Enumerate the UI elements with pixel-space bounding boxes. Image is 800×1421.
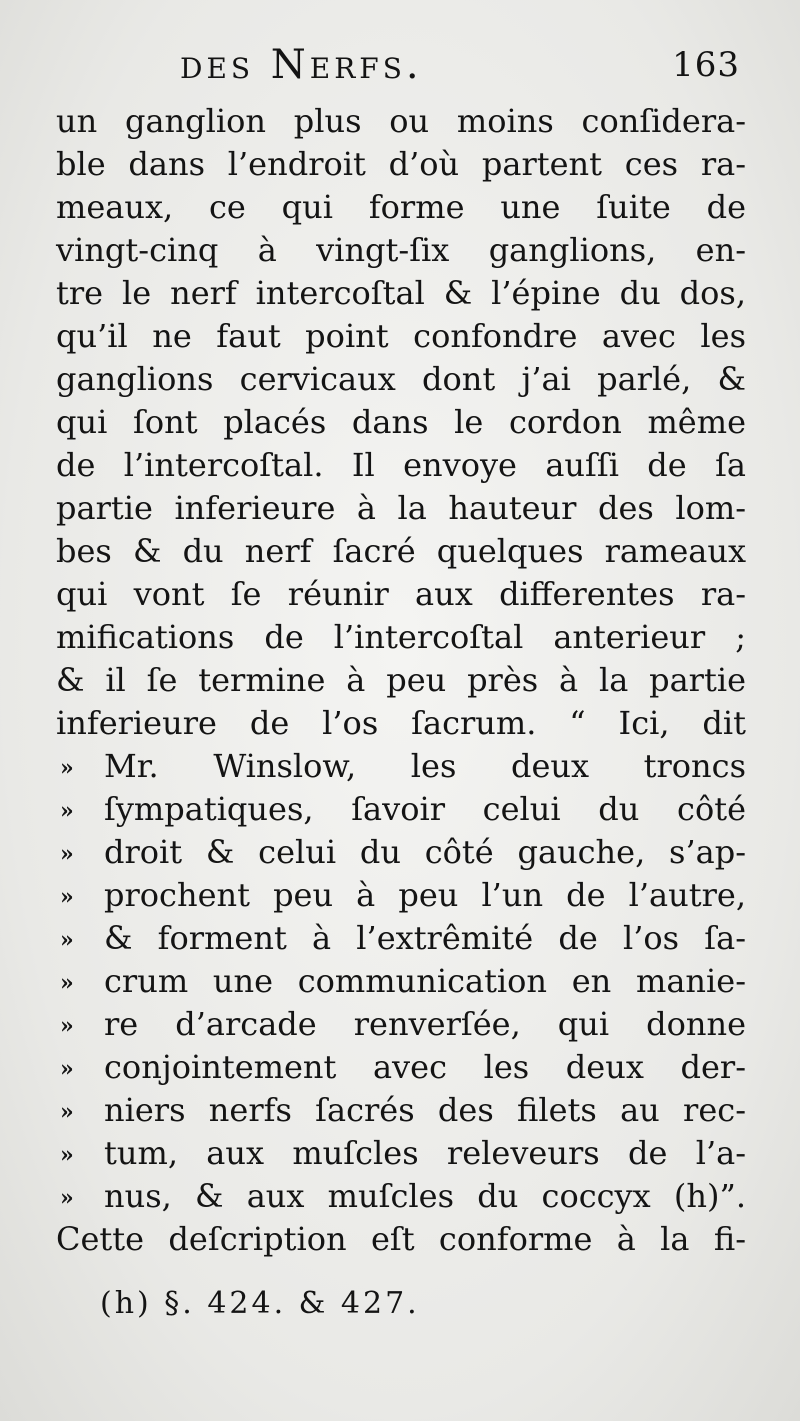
line-text: nus, & aux muſcles du coccyx (h)”. xyxy=(104,1177,746,1215)
text-line xyxy=(56,1046,746,1089)
text-line xyxy=(56,831,746,874)
text-line xyxy=(56,1218,746,1261)
text-line xyxy=(56,659,746,702)
quote-mark: » xyxy=(60,1099,74,1125)
quote-mark: » xyxy=(60,1056,74,1082)
line-text: prochent peu à peu l’un de l’autre, xyxy=(104,876,746,914)
line-text: tum, aux muſcles releveurs de l’a- xyxy=(104,1134,746,1172)
line-text: tre le nerf intercoſtal & l’épine du dos, xyxy=(56,274,746,312)
text-line xyxy=(56,1003,746,1046)
line-text: de l’intercoſtal. Il envoye auſſi de ſa xyxy=(56,446,746,484)
line-text: ſympatiques, ſavoir celui du côté xyxy=(104,790,746,828)
line-text: & forment à l’extrêmité de l’os ſa- xyxy=(104,919,746,957)
line-text: meaux, ce qui forme une ſuite de xyxy=(56,188,746,226)
quote-mark: » xyxy=(60,798,74,824)
text-line xyxy=(56,100,746,143)
quote-mark: » xyxy=(60,970,74,996)
footnote: (h) §. 424. & 427. xyxy=(100,1286,420,1321)
text-line xyxy=(56,616,746,659)
quote-mark: » xyxy=(60,1185,74,1211)
text-line xyxy=(56,1132,746,1175)
line-text: vingt-cinq à vingt-ſix ganglions, en- xyxy=(56,231,746,269)
line-text: qui ſont placés dans le cordon même xyxy=(56,403,746,441)
line-text: mifications de l’intercoſtal anterieur ; xyxy=(56,618,746,656)
line-text: inferieure de l’os ſacrum. “ Ici, dit xyxy=(56,704,746,742)
text-line xyxy=(56,917,746,960)
line-text: qui vont ſe réunir aux differentes ra- xyxy=(56,575,746,613)
line-text: droit & celui du côté gauche, s’ap- xyxy=(104,833,746,871)
text-line xyxy=(56,186,746,229)
body-text xyxy=(56,100,746,1261)
line-text: bes & du nerf ſacré quelques rameaux xyxy=(56,532,746,570)
text-line xyxy=(56,143,746,186)
quote-mark: » xyxy=(60,1013,74,1039)
quote-mark: » xyxy=(60,841,74,867)
text-line xyxy=(56,874,746,917)
text-line xyxy=(56,315,746,358)
line-text: Mr. Winslow, les deux troncs xyxy=(104,747,746,785)
quote-mark: » xyxy=(60,927,74,953)
text-line xyxy=(56,487,746,530)
quote-mark: » xyxy=(60,755,74,781)
line-text: re d’arcade renverſée, qui donne xyxy=(104,1005,746,1043)
line-text: conjointement avec les deux der- xyxy=(104,1048,746,1086)
text-line xyxy=(56,960,746,1003)
line-text: qu’il ne faut point confondre avec les xyxy=(56,317,746,355)
text-line xyxy=(56,229,746,272)
running-head xyxy=(180,40,740,90)
quote-mark: » xyxy=(60,884,74,910)
text-line xyxy=(56,444,746,487)
text-line xyxy=(56,745,746,788)
line-text: ganglions cervicaux dont j’ai parlé, & xyxy=(56,360,746,398)
line-text: crum une communication en manie- xyxy=(104,962,746,1000)
text-line xyxy=(56,573,746,616)
text-line xyxy=(56,702,746,745)
line-text: Cette deſcription eſt conforme à la fi- xyxy=(56,1220,746,1258)
text-line xyxy=(56,272,746,315)
text-line xyxy=(56,1175,746,1218)
line-text: ble dans l’endroit d’où partent ces ra- xyxy=(56,145,746,183)
running-head-title: des Nerfs. xyxy=(180,42,423,88)
line-text: un ganglion plus ou moins conſidera- xyxy=(56,102,746,140)
text-line xyxy=(56,530,746,573)
text-line xyxy=(56,358,746,401)
line-text: niers nerfs ſacrés des filets au rec- xyxy=(104,1091,746,1129)
quote-mark: » xyxy=(60,1142,74,1168)
line-text: partie inferieure à la hauteur des lom- xyxy=(56,489,746,527)
text-line xyxy=(56,788,746,831)
line-text: & il ſe termine à peu près à la partie xyxy=(56,661,746,699)
text-line xyxy=(56,401,746,444)
text-line xyxy=(56,1089,746,1132)
page-number: 163 xyxy=(672,45,740,85)
